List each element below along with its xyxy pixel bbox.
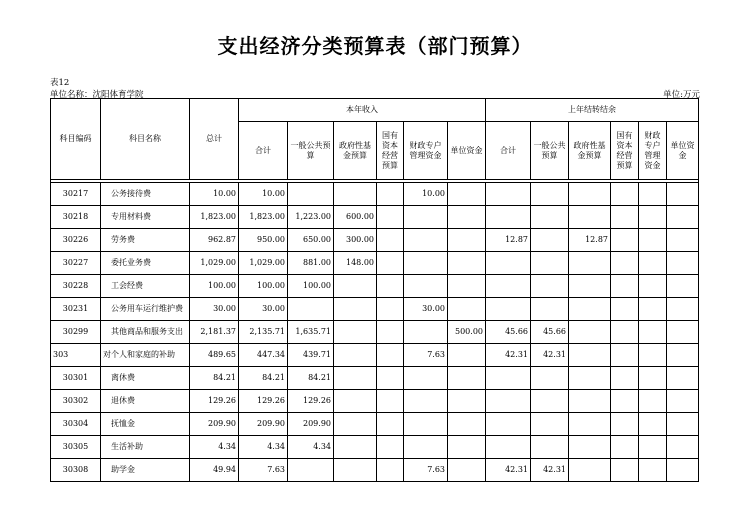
table-row (51, 252, 699, 275)
cell-current-year (448, 367, 486, 390)
cell-current-year: 148.00 (334, 252, 377, 275)
cell-current-year: 7.63 (404, 459, 448, 482)
cell-current-year: 1,823.00 (239, 206, 288, 229)
cell-prior-year (569, 275, 611, 298)
header-prior-general-budget: 一般公共预算 (531, 122, 569, 180)
header-current-year-income: 本年收入 (239, 99, 486, 122)
cell-name: 退休费 (101, 390, 190, 413)
table-number: 表12 (50, 78, 70, 88)
cell-total: 100.00 (190, 275, 239, 298)
table-row (51, 183, 699, 206)
cell-name: 离休费 (101, 367, 190, 390)
cell-prior-year (611, 367, 639, 390)
table-row (51, 344, 699, 367)
cell-current-year: 10.00 (404, 183, 448, 206)
cell-current-year: 209.90 (239, 413, 288, 436)
cell-current-year: 100.00 (239, 275, 288, 298)
cell-code: 30218 (51, 206, 101, 229)
header-prior-subtotal: 合计 (486, 122, 531, 180)
cell-current-year: 129.26 (288, 390, 334, 413)
cell-code: 30226 (51, 229, 101, 252)
header-cur-unit-funds: 单位资金 (448, 122, 486, 180)
cell-total: 2,181.37 (190, 321, 239, 344)
cell-current-year: 7.63 (239, 459, 288, 482)
cell-prior-year: 42.31 (531, 459, 569, 482)
cell-current-year: 10.00 (239, 183, 288, 206)
table-row (51, 298, 699, 321)
cell-prior-year (639, 436, 667, 459)
cell-current-year: 300.00 (334, 229, 377, 252)
cell-prior-year (569, 413, 611, 436)
cell-current-year (448, 413, 486, 436)
cell-total: 209.90 (190, 413, 239, 436)
cell-name: 劳务费 (101, 229, 190, 252)
cell-current-year: 100.00 (288, 275, 334, 298)
cell-prior-year (667, 206, 699, 229)
cell-prior-year: 45.66 (486, 321, 531, 344)
cell-current-year (334, 183, 377, 206)
cell-prior-year (569, 436, 611, 459)
cell-current-year: 4.34 (239, 436, 288, 459)
cell-prior-year (611, 436, 639, 459)
cell-prior-year: 42.31 (486, 344, 531, 367)
cell-current-year (334, 344, 377, 367)
header-prior-state-capital: 国有资本经营预算 (611, 122, 639, 180)
cell-prior-year: 12.87 (569, 229, 611, 252)
cell-current-year (404, 229, 448, 252)
cell-current-year (404, 321, 448, 344)
cell-prior-year (667, 252, 699, 275)
table-row (51, 229, 699, 252)
cell-current-year: 4.34 (288, 436, 334, 459)
cell-current-year (377, 298, 404, 321)
cell-current-year (377, 252, 404, 275)
cell-prior-year (486, 183, 531, 206)
cell-code: 30302 (51, 390, 101, 413)
cell-prior-year (639, 298, 667, 321)
cell-current-year (404, 367, 448, 390)
header-cur-gov-fund: 政府性基金预算 (334, 122, 377, 180)
cell-current-year (334, 459, 377, 482)
cell-current-year: 1,029.00 (239, 252, 288, 275)
cell-code: 30304 (51, 413, 101, 436)
cell-current-year: 447.34 (239, 344, 288, 367)
cell-name: 生活补助 (101, 436, 190, 459)
table-row (51, 459, 699, 482)
cell-current-year (448, 252, 486, 275)
cell-prior-year (531, 436, 569, 459)
cell-prior-year: 42.31 (486, 459, 531, 482)
cell-current-year (377, 206, 404, 229)
cell-prior-year (639, 459, 667, 482)
cell-prior-year (639, 390, 667, 413)
header-cur-general-budget: 一般公共预算 (288, 122, 334, 180)
cell-prior-year (667, 275, 699, 298)
cell-name: 抚恤金 (101, 413, 190, 436)
cell-code: 30227 (51, 252, 101, 275)
cell-total: 129.26 (190, 390, 239, 413)
cell-current-year (404, 252, 448, 275)
cell-prior-year: 12.87 (486, 229, 531, 252)
cell-total: 489.65 (190, 344, 239, 367)
cell-current-year (288, 459, 334, 482)
cell-prior-year (486, 206, 531, 229)
cell-prior-year (667, 436, 699, 459)
cell-current-year (377, 229, 404, 252)
cell-current-year: 1,635.71 (288, 321, 334, 344)
cell-current-year (448, 459, 486, 482)
cell-prior-year (569, 206, 611, 229)
cell-total: 962.87 (190, 229, 239, 252)
cell-prior-year (611, 344, 639, 367)
cell-total: 4.34 (190, 436, 239, 459)
cell-code: 30217 (51, 183, 101, 206)
cell-current-year (404, 413, 448, 436)
cell-prior-year (611, 298, 639, 321)
cell-current-year (377, 413, 404, 436)
cell-prior-year (569, 321, 611, 344)
cell-prior-year (639, 252, 667, 275)
cell-prior-year (611, 459, 639, 482)
page-title: 支出经济分类预算表（部门预算） (217, 34, 533, 58)
header-cur-special-account: 财政专户管理资金 (404, 122, 448, 180)
cell-prior-year (486, 298, 531, 321)
cell-prior-year (611, 413, 639, 436)
cell-current-year (288, 298, 334, 321)
table-row (51, 436, 699, 459)
cell-prior-year (611, 229, 639, 252)
currency-unit: 单位:万元 (663, 90, 700, 100)
cell-prior-year: 45.66 (531, 321, 569, 344)
header-cur-state-capital: 国有资本经营预算 (377, 122, 404, 180)
cell-prior-year (486, 275, 531, 298)
cell-name: 工会经费 (101, 275, 190, 298)
cell-prior-year (611, 275, 639, 298)
cell-prior-year (531, 206, 569, 229)
cell-prior-year (486, 390, 531, 413)
cell-current-year (334, 413, 377, 436)
cell-current-year (377, 459, 404, 482)
cell-prior-year (531, 229, 569, 252)
cell-current-year (377, 183, 404, 206)
cell-code: 30299 (51, 321, 101, 344)
header-total: 总计 (190, 99, 239, 180)
cell-name: 对个人和家庭的补助 (101, 344, 190, 367)
cell-current-year (448, 206, 486, 229)
cell-prior-year (486, 436, 531, 459)
cell-code: 30305 (51, 436, 101, 459)
cell-name: 助学金 (101, 459, 190, 482)
cell-prior-year (531, 275, 569, 298)
cell-current-year: 2,135.71 (239, 321, 288, 344)
cell-total: 84.21 (190, 367, 239, 390)
cell-current-year (334, 275, 377, 298)
cell-prior-year (639, 229, 667, 252)
cell-current-year (377, 390, 404, 413)
header-cur-subtotal: 合计 (239, 122, 288, 180)
header-prior-special-account: 财政专户管理资金 (639, 122, 667, 180)
cell-prior-year (531, 183, 569, 206)
cell-current-year (404, 436, 448, 459)
cell-prior-year (486, 413, 531, 436)
cell-current-year: 30.00 (239, 298, 288, 321)
cell-prior-year (531, 413, 569, 436)
cell-code: 303 (51, 344, 101, 367)
cell-current-year (448, 436, 486, 459)
cell-current-year: 500.00 (448, 321, 486, 344)
table-row (51, 321, 699, 344)
cell-name: 公务用车运行维护费 (101, 298, 190, 321)
cell-total: 10.00 (190, 183, 239, 206)
cell-current-year (334, 298, 377, 321)
cell-current-year: 881.00 (288, 252, 334, 275)
cell-prior-year (531, 298, 569, 321)
cell-current-year: 209.90 (288, 413, 334, 436)
cell-prior-year (667, 459, 699, 482)
cell-prior-year (667, 390, 699, 413)
cell-name: 委托业务费 (101, 252, 190, 275)
cell-prior-year: 42.31 (531, 344, 569, 367)
cell-current-year: 84.21 (288, 367, 334, 390)
cell-prior-year (667, 298, 699, 321)
cell-prior-year (569, 344, 611, 367)
cell-name: 专用材料费 (101, 206, 190, 229)
cell-current-year (334, 321, 377, 344)
cell-prior-year (639, 183, 667, 206)
cell-current-year (404, 275, 448, 298)
cell-prior-year (611, 390, 639, 413)
unit-name: 单位名称：沈阳体育学院 (50, 90, 144, 100)
cell-current-year (448, 275, 486, 298)
cell-prior-year (639, 275, 667, 298)
cell-code: 30228 (51, 275, 101, 298)
cell-current-year: 30.00 (404, 298, 448, 321)
cell-prior-year (667, 344, 699, 367)
cell-prior-year (569, 459, 611, 482)
table-row (51, 390, 699, 413)
cell-code: 30308 (51, 459, 101, 482)
cell-prior-year (667, 229, 699, 252)
cell-current-year (377, 321, 404, 344)
cell-current-year (334, 367, 377, 390)
header-code: 科目编码 (51, 99, 101, 180)
cell-prior-year (639, 367, 667, 390)
cell-prior-year (639, 413, 667, 436)
cell-current-year: 1,223.00 (288, 206, 334, 229)
cell-current-year (448, 183, 486, 206)
header-name: 科目名称 (101, 99, 190, 180)
header-prior-gov-fund: 政府性基金预算 (569, 122, 611, 180)
cell-current-year (288, 183, 334, 206)
cell-current-year: 129.26 (239, 390, 288, 413)
table-row (51, 206, 699, 229)
cell-code: 30301 (51, 367, 101, 390)
table-row (51, 367, 699, 390)
cell-total: 1,029.00 (190, 252, 239, 275)
cell-prior-year (667, 413, 699, 436)
header-prior-unit-funds: 单位资金 (667, 122, 699, 180)
cell-current-year (377, 436, 404, 459)
cell-current-year (448, 390, 486, 413)
cell-current-year: 950.00 (239, 229, 288, 252)
cell-prior-year (569, 390, 611, 413)
cell-current-year (334, 390, 377, 413)
cell-current-year: 7.63 (404, 344, 448, 367)
cell-prior-year (639, 206, 667, 229)
cell-total: 30.00 (190, 298, 239, 321)
cell-current-year (448, 344, 486, 367)
cell-prior-year (569, 367, 611, 390)
cell-name: 公务接待费 (101, 183, 190, 206)
cell-total: 49.94 (190, 459, 239, 482)
cell-prior-year (531, 390, 569, 413)
cell-prior-year (639, 321, 667, 344)
cell-current-year (377, 367, 404, 390)
cell-prior-year (611, 252, 639, 275)
cell-current-year (377, 275, 404, 298)
cell-prior-year (569, 183, 611, 206)
cell-current-year (448, 298, 486, 321)
cell-prior-year (569, 298, 611, 321)
cell-current-year (377, 344, 404, 367)
cell-prior-year (611, 183, 639, 206)
cell-prior-year (531, 252, 569, 275)
cell-current-year: 84.21 (239, 367, 288, 390)
cell-prior-year (611, 206, 639, 229)
cell-prior-year (531, 367, 569, 390)
cell-current-year (404, 390, 448, 413)
header-prior-year-carryover: 上年结转结余 (486, 99, 699, 122)
cell-current-year: 439.71 (288, 344, 334, 367)
cell-prior-year (486, 252, 531, 275)
cell-prior-year (639, 344, 667, 367)
cell-total: 1,823.00 (190, 206, 239, 229)
cell-current-year: 600.00 (334, 206, 377, 229)
cell-name: 其他商品和服务支出 (101, 321, 190, 344)
cell-prior-year (569, 252, 611, 275)
table-row (51, 275, 699, 298)
cell-prior-year (611, 321, 639, 344)
cell-code: 30231 (51, 298, 101, 321)
cell-prior-year (486, 367, 531, 390)
budget-table (50, 98, 699, 482)
cell-prior-year (667, 321, 699, 344)
cell-current-year: 650.00 (288, 229, 334, 252)
cell-current-year (448, 229, 486, 252)
cell-prior-year (667, 367, 699, 390)
cell-current-year (404, 206, 448, 229)
table-row (51, 413, 699, 436)
cell-prior-year (667, 183, 699, 206)
cell-current-year (334, 436, 377, 459)
